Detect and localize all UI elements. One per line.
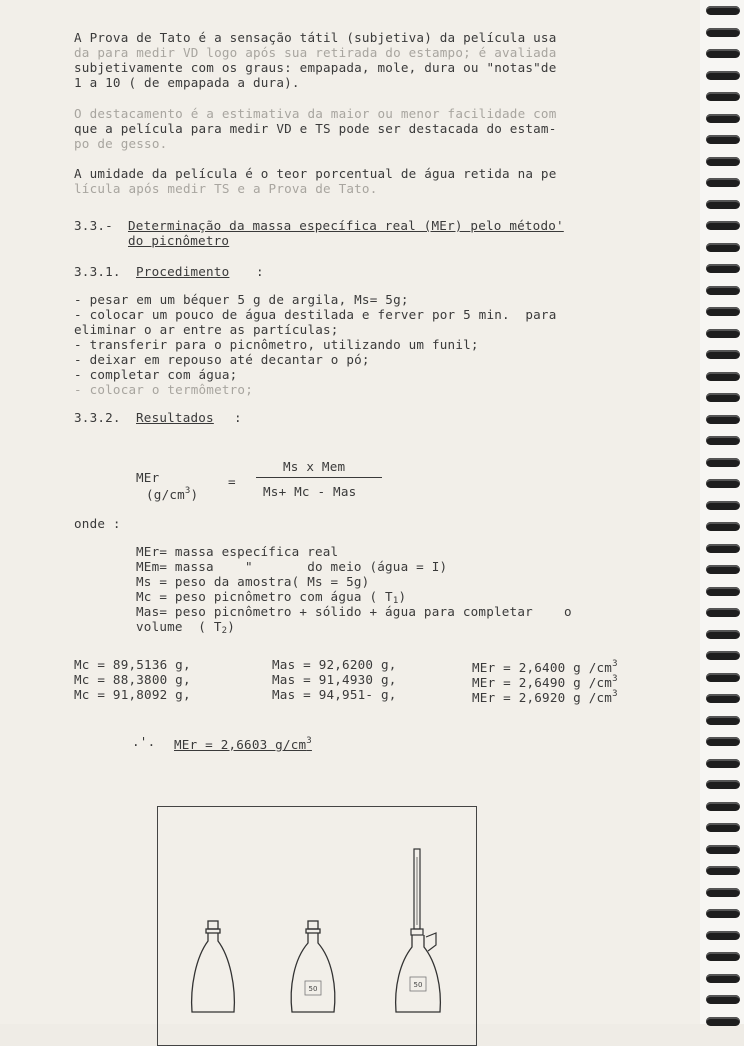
spiral-ring — [706, 92, 740, 101]
spiral-ring — [706, 587, 740, 596]
results-heading: Resultados — [136, 410, 214, 425]
formula-lhs-bottom: $(g/cm^3)$ — [146, 486, 199, 502]
row-2-mc: Mc = 88,3800 g, — [74, 672, 191, 687]
fraction-bar — [256, 477, 382, 478]
spiral-ring — [706, 114, 740, 123]
spiral-ring — [706, 264, 740, 273]
definition-mer: MEr= massa específica real — [136, 544, 339, 559]
spiral-ring — [706, 802, 740, 811]
row-3-mer: MEr = 2,6920 g $/cm^3$ — [472, 689, 618, 705]
section-title-line-2: do picnômetro — [128, 233, 230, 248]
spiral-ring — [706, 350, 740, 359]
formula-equals: = — [228, 474, 236, 489]
spiral-ring — [706, 909, 740, 918]
paragraph-2-line-1: O destacamento é a estimativa da maior ou menor facilidade com — [74, 106, 557, 121]
results-heading-colon: : — [234, 410, 242, 425]
paragraph-2-line-3: po de gesso. — [74, 136, 168, 151]
spiral-ring — [706, 608, 740, 617]
final-result: MEr = 2,6603 $g/cm^3$ — [174, 736, 312, 752]
procedure-heading-colon: : — [256, 264, 264, 279]
spiral-ring — [706, 737, 740, 746]
row-1-mc: Mc = 89,5136 g, — [74, 657, 191, 672]
spiral-ring — [706, 823, 740, 832]
spiral-ring — [706, 694, 740, 703]
spiral-ring — [706, 329, 740, 338]
spiral-ring — [706, 458, 740, 467]
spiral-ring — [706, 522, 740, 531]
procedure-step-2-cont: eliminar o ar entre as partículas; — [74, 322, 339, 337]
spiral-ring — [706, 71, 740, 80]
spiral-ring — [706, 307, 740, 316]
spiral-ring — [706, 393, 740, 402]
spiral-ring — [706, 436, 740, 445]
procedure-step-5: - completar com água; — [74, 367, 238, 382]
flask-2-label: 50 — [308, 985, 318, 993]
procedure-step-4: - deixar em repouso até decantar o pó; — [74, 352, 370, 367]
definition-ms: Ms = peso da amostra( Ms = 5g) — [136, 574, 370, 589]
spiral-ring — [706, 372, 740, 381]
definition-mc: Mc = peso picnômetro com água ( $T_1$) — [136, 589, 407, 606]
spiral-ring — [706, 221, 740, 230]
paragraph-1-line-2: da para medir VD logo após sua retirada do estampo; é avaliada — [74, 45, 557, 60]
formula-lhs-top: MEr — [136, 470, 160, 485]
spiral-ring — [706, 673, 740, 682]
spiral-ring — [706, 716, 740, 725]
spiral-ring — [706, 780, 740, 789]
definition-volume: volume ( $T_2$) — [136, 619, 236, 636]
paragraph-3-line-2: lícula após medir TS e a Prova de Tato. — [74, 181, 378, 196]
spiral-ring — [706, 200, 740, 209]
paragraph-1-line-4: 1 a 10 ( de empapada a dura). — [74, 75, 300, 90]
definition-mas: Mas= peso picnômetro + sólido + água para completar o — [136, 604, 572, 619]
procedure-heading: Procedimento — [136, 264, 230, 279]
spiral-ring — [706, 479, 740, 488]
pycnometer-figure — [157, 806, 477, 1046]
procedure-step-3: - transferir para o picnômetro, utilizando um funil; — [74, 337, 479, 352]
row-1-mas: Mas = 92,6200 g, — [272, 657, 397, 672]
therefore-symbol: .'. — [132, 734, 156, 749]
spiral-ring — [706, 759, 740, 768]
paragraph-1-line-1: A Prova de Tato é a sensação tátil (subjetiva) da película usa — [74, 30, 557, 45]
section-number: 3.3.- — [74, 218, 113, 233]
procedure-step-6: - colocar o termômetro; — [74, 382, 253, 397]
row-1-mer: MEr = 2,6400 g $/cm^3$ — [472, 659, 618, 675]
spiral-ring — [706, 866, 740, 875]
row-3-mc: Mc = 91,8092 g, — [74, 687, 191, 702]
row-3-mas: Mas = 94,951- g, — [272, 687, 397, 702]
paragraph-2-line-2: que a película para medir VD e TS pode ser destacada do estam- — [74, 121, 557, 136]
formula-numerator: Ms x Mem — [283, 459, 346, 474]
spiral-ring — [706, 544, 740, 553]
row-2-mer: MEr = 2,6490 g $/cm^3$ — [472, 674, 618, 690]
spiral-ring — [706, 501, 740, 510]
spiral-ring — [706, 178, 740, 187]
paragraph-1-line-3: subjetivamente com os graus: empapada, mole, dura ou "notas"de — [74, 60, 557, 75]
spiral-ring — [706, 952, 740, 961]
spiral-ring — [706, 135, 740, 144]
row-2-mas: Mas = 91,4930 g, — [272, 672, 397, 687]
spiral-ring — [706, 1017, 740, 1026]
spiral-ring — [706, 630, 740, 639]
procedure-heading-number: 3.3.1. — [74, 264, 121, 279]
flask-3-label: 50 — [413, 981, 423, 989]
spiral-ring — [706, 845, 740, 854]
spiral-ring — [706, 28, 740, 37]
pycnometer-flask-1 — [186, 917, 240, 1027]
paragraph-3-line-1: A umidade da película é o teor porcentual de água retida na pe — [74, 166, 557, 181]
results-heading-number: 3.3.2. — [74, 410, 121, 425]
spiral-ring — [706, 995, 740, 1004]
spiral-ring — [706, 974, 740, 983]
formula-denominator: Ms+ Mc - Mas — [263, 484, 357, 499]
procedure-step-2: - colocar um pouco de água destilada e ferver por 5 min. para — [74, 307, 557, 322]
pycnometer-flask-3-with-thermometer — [390, 847, 454, 1027]
spiral-ring — [706, 888, 740, 897]
definition-mem: MEm= massa " do meio (água = I) — [136, 559, 448, 574]
spiral-ring — [706, 415, 740, 424]
spiral-ring — [706, 157, 740, 166]
spiral-ring — [706, 931, 740, 940]
spiral-ring — [706, 49, 740, 58]
spiral-ring — [706, 651, 740, 660]
spiral-ring — [706, 565, 740, 574]
spiral-ring — [706, 6, 740, 15]
pycnometer-flask-2 — [286, 917, 340, 1027]
spiral-ring — [706, 286, 740, 295]
spiral-ring — [706, 243, 740, 252]
procedure-step-1: - pesar em um béquer 5 g de argila, Ms= 5g; — [74, 292, 409, 307]
spiral-binding — [700, 0, 744, 1024]
section-title-line-1: Determinação da massa específica real (MEr) pelo método' — [128, 218, 564, 233]
onde-label: onde : — [74, 516, 121, 531]
